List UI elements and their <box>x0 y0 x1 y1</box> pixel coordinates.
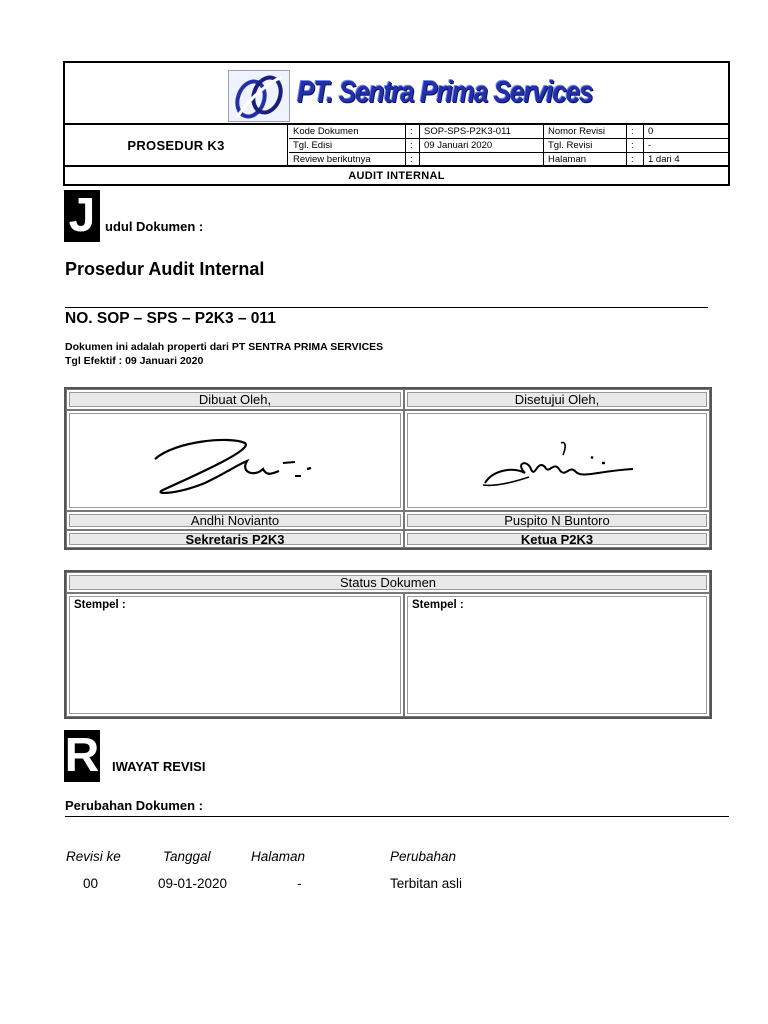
judul-label: udul Dokumen : <box>105 219 204 234</box>
riwayat-drop-letter: R <box>64 729 100 782</box>
cell-halaman: - <box>297 876 302 891</box>
status-table <box>64 570 712 719</box>
effective-date: Tgl Efektif : 09 Januari 2020 <box>65 355 204 367</box>
maker-title: Sekretaris P2K3 <box>69 533 401 545</box>
cell-revisi: 00 <box>83 876 99 891</box>
meta-label: Tgl. Edisi <box>289 139 406 152</box>
meta-row <box>289 125 728 139</box>
stamp-right-cell <box>404 593 710 717</box>
logo-row <box>65 63 728 125</box>
approver-signature-cell <box>404 410 710 511</box>
meta-sep: : <box>627 139 644 152</box>
company-name: PT. Sentra Prima Services <box>297 74 593 109</box>
maker-title-cell <box>66 530 404 548</box>
maker-name: Andhi Novianto <box>69 514 401 527</box>
meta-label: Kode Dokumen <box>289 125 406 138</box>
judul-drop-letter: J <box>64 190 100 242</box>
approved-by-header: Disetujui Oleh, <box>407 392 707 407</box>
meta-row <box>289 139 728 153</box>
meta-value: 0 <box>648 126 654 137</box>
meta-label: Halaman <box>544 153 627 166</box>
divider <box>65 816 729 817</box>
status-header: Status Dokumen <box>69 575 707 590</box>
made-by-header-cell <box>66 389 404 410</box>
col-header-halaman: Halaman <box>251 849 306 864</box>
meta-sep: : <box>406 125 420 138</box>
changes-label: Perubahan Dokumen : <box>65 798 203 813</box>
approver-signature-icon <box>457 421 657 501</box>
stamp-left-label: Stempel : <box>69 596 401 714</box>
document-subject: AUDIT INTERNAL <box>348 169 445 182</box>
sop-number: NO. SOP – SPS – P2K3 – 011 <box>65 310 276 327</box>
maker-signature-icon <box>135 421 335 501</box>
meta-value: SOP-SPS-P2K3-011 <box>420 125 544 138</box>
meta-sep: : <box>406 153 420 166</box>
meta-sep: : <box>627 125 644 138</box>
riwayat-label: IWAYAT REVISI <box>112 759 206 774</box>
company-logo-icon <box>228 70 290 122</box>
document-title: Prosedur Audit Internal <box>65 259 265 279</box>
approver-name-cell <box>404 511 710 530</box>
cell-tanggal: 09-01-2020 <box>158 876 228 891</box>
divider <box>65 307 708 308</box>
property-note-block <box>65 340 383 368</box>
approver-title: Ketua P2K3 <box>407 533 707 545</box>
maker-signature-cell <box>66 410 404 511</box>
meta-label: Nomor Revisi <box>544 125 627 138</box>
stamp-right-label: Stempel : <box>407 596 707 714</box>
meta-label: Tgl. Revisi <box>544 139 627 152</box>
maker-name-cell <box>66 511 404 530</box>
meta-sep: : <box>406 139 420 152</box>
approver-name: Puspito N Buntoro <box>407 514 707 527</box>
maker-signature-area <box>69 413 401 508</box>
meta-value: 1 dari 4 <box>648 154 680 165</box>
metadata-table <box>289 125 728 165</box>
meta-value <box>420 153 544 166</box>
approver-signature-area <box>407 413 707 508</box>
header-meta-row <box>65 125 728 167</box>
meta-value: - <box>648 140 652 151</box>
meta-sep: : <box>627 153 644 166</box>
approved-by-header-cell <box>404 389 710 410</box>
property-note: Dokumen ini adalah properti dari PT SENTRA PRIMA SERVICES <box>65 341 384 353</box>
status-header-cell <box>66 572 710 593</box>
document-header <box>63 61 730 186</box>
col-header-perubahan: Perubahan <box>390 849 457 864</box>
made-by-header: Dibuat Oleh, <box>69 392 401 407</box>
approver-title-cell <box>404 530 710 548</box>
meta-label: Review berikutnya <box>289 153 406 166</box>
col-header-tanggal: Tanggal <box>163 849 211 864</box>
meta-value: 09 Januari 2020 <box>420 139 544 152</box>
meta-row <box>289 153 728 167</box>
cell-perubahan: Terbitan asli <box>390 876 463 891</box>
col-header-revisi: Revisi ke <box>66 849 121 864</box>
approval-table <box>64 387 712 550</box>
document-type: PROSEDUR K3 <box>65 125 288 165</box>
stamp-left-cell <box>66 593 404 717</box>
